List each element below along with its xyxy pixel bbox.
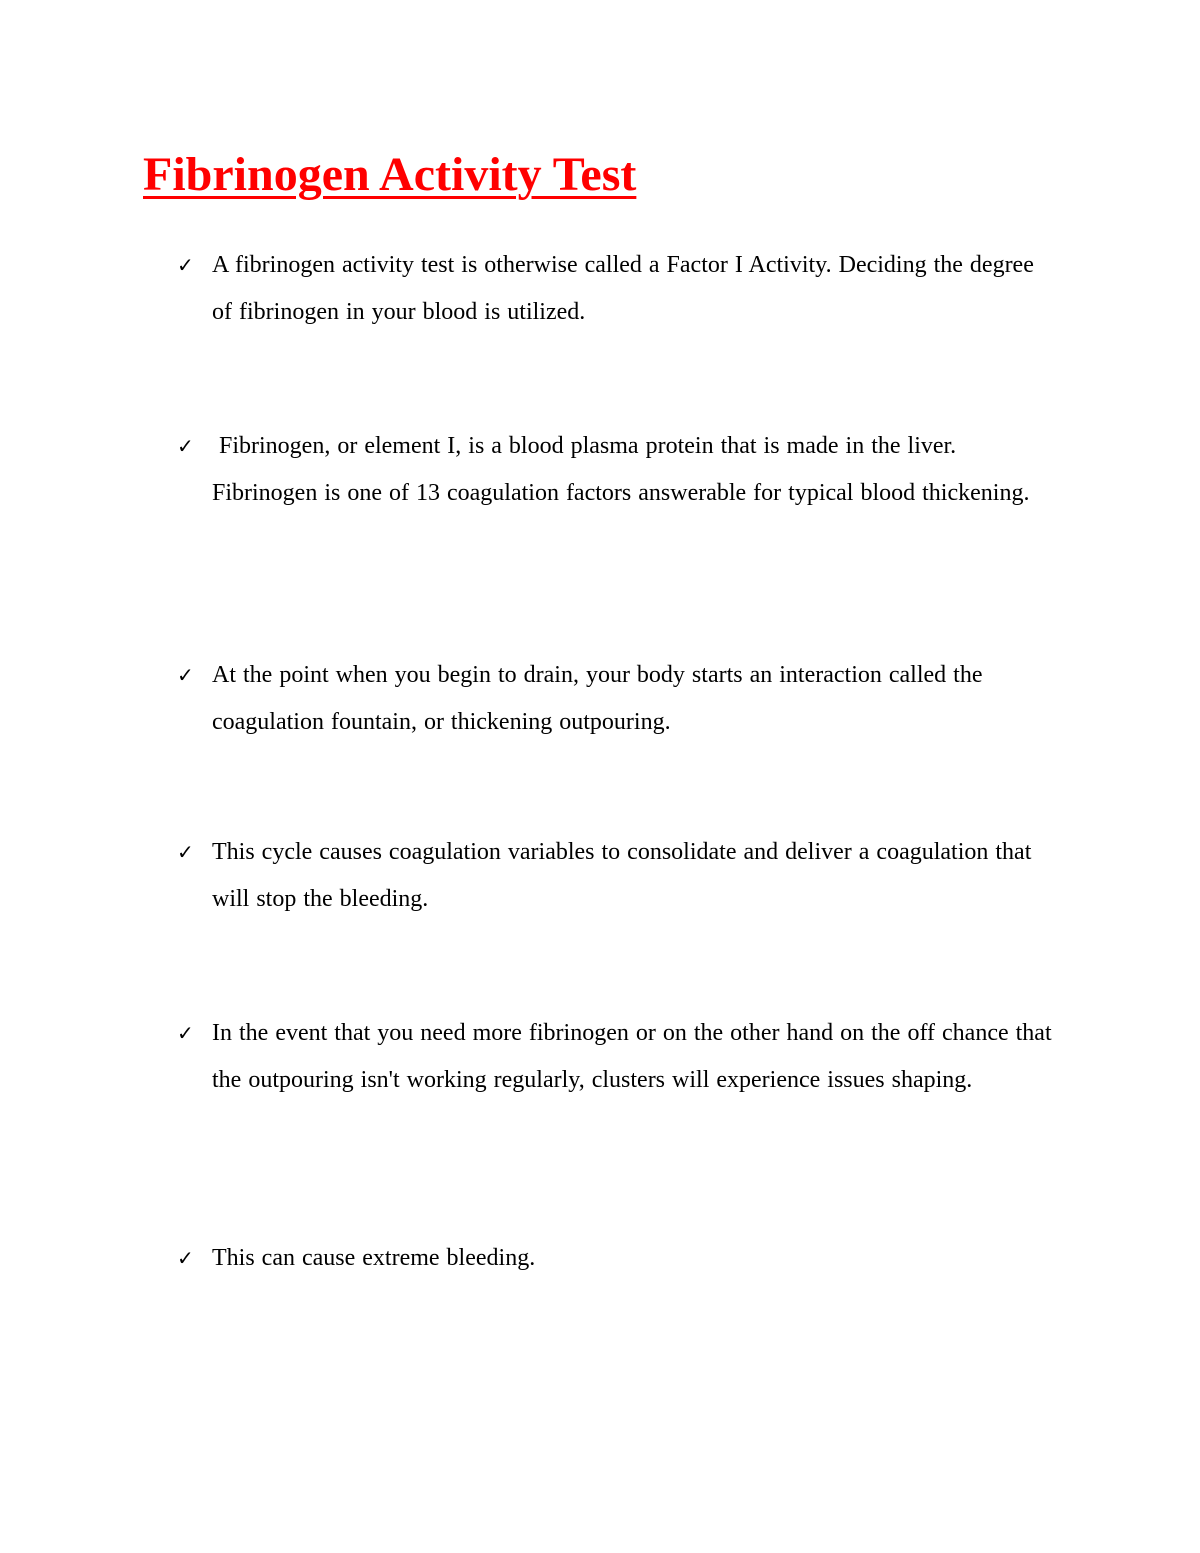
checkmark-icon: ✓	[177, 1021, 194, 1045]
bullet-item	[177, 652, 1057, 746]
checkmark-icon: ✓	[177, 663, 194, 687]
checkmark-icon: ✓	[177, 253, 194, 277]
bullet-text: Fibrinogen, or element I, is a blood plasma protein that is made in the liver. Fibrinogen is one of 13 coagulation factors answerable for typical blood thickening.	[212, 433, 1030, 506]
bullet-text: At the point when you begin to drain, your body starts an interaction called the coagulation fountain, or thickening outpouring.	[212, 662, 983, 735]
bullet-item	[177, 242, 1057, 336]
bullet-item	[177, 1235, 1057, 1282]
bullet-item	[177, 423, 1057, 517]
checkmark-icon: ✓	[177, 840, 194, 864]
page-title: Fibrinogen Activity Test	[143, 148, 637, 201]
bullet-text: A fibrinogen activity test is otherwise called a Factor I Activity. Deciding the degree of fibrinogen in your blood is utilized.	[212, 252, 1034, 325]
bullet-text: This cycle causes coagulation variables to consolidate and deliver a coagulation that will stop the bleeding.	[212, 839, 1032, 912]
checkmark-icon: ✓	[177, 434, 194, 458]
bullet-item	[177, 1010, 1057, 1104]
bullet-text: In the event that you need more fibrinogen or on the other hand on the off chance that the outpouring isn't working regularly, clusters will experience issues shaping.	[212, 1020, 1052, 1093]
bullet-item	[177, 829, 1057, 923]
bullet-text: This can cause extreme bleeding.	[212, 1245, 536, 1271]
checkmark-icon: ✓	[177, 1246, 194, 1270]
